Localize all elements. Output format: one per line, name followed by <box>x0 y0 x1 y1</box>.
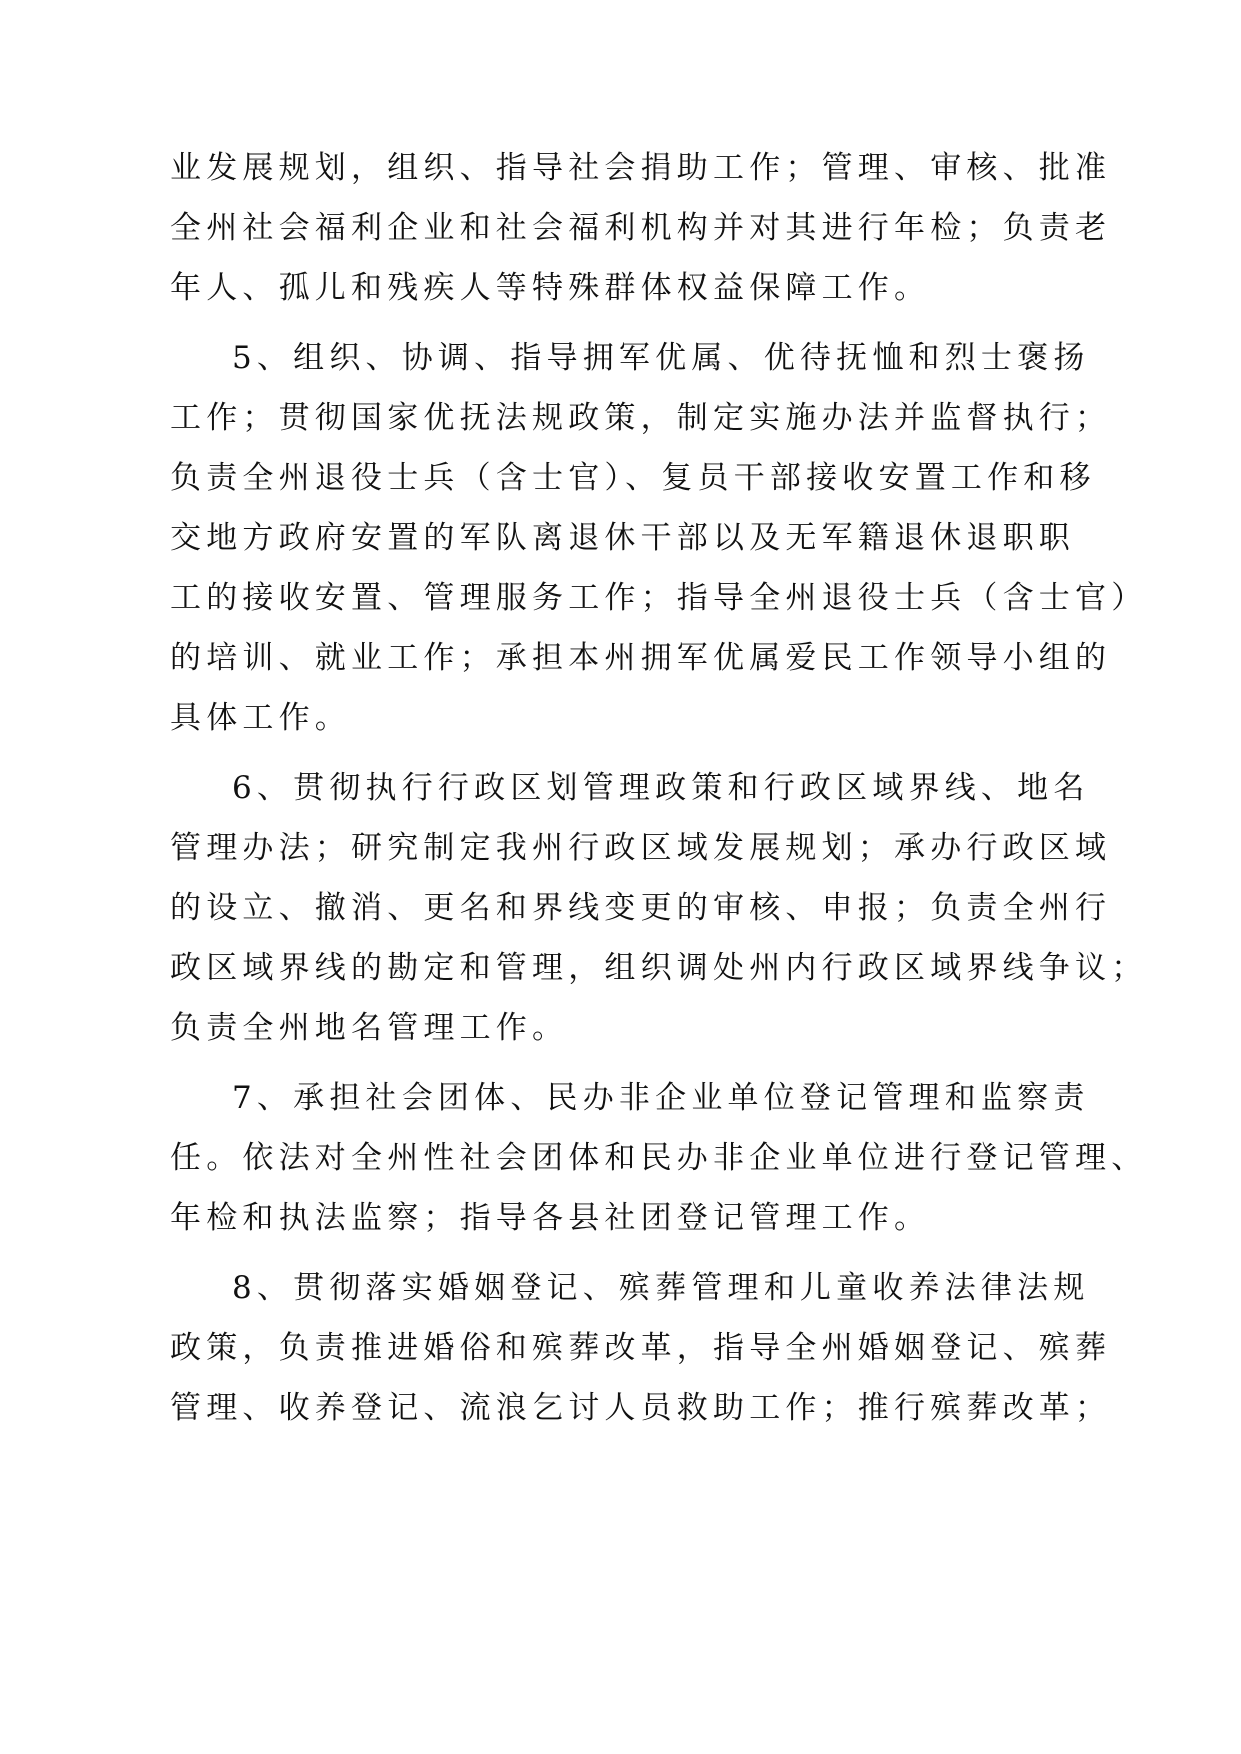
paragraph-8-line-3: 管理、收养登记、流浪乞讨人员救助工作；推行殡葬改革； <box>170 1390 1112 1426</box>
paragraph-4-line-3: 年人、孤儿和残疾人等特殊群体权益保障工作。 <box>170 270 931 306</box>
paragraph-5-line-3: 负责全州退役士兵（含士官）、复员干部接收安置工作和移 <box>170 460 1096 496</box>
paragraph-7-line-3: 年检和执法监察；指导各县社团登记管理工作。 <box>170 1200 931 1236</box>
paragraph-5-line-5: 工的接收安置、管理服务工作；指导全州退役士兵（含士官） <box>170 580 1148 616</box>
paragraph-6-line-1: 6、贯彻执行行政区划管理政策和行政区域界线、地名 <box>232 770 1090 806</box>
paragraph-7-line-1: 7、承担社会团体、民办非企业单位登记管理和监察责 <box>232 1080 1090 1116</box>
paragraph-6-line-2: 管理办法；研究制定我州行政区域发展规划；承办行政区域 <box>170 830 1112 866</box>
paragraph-6-line-4: 政区域界线的勘定和管理，组织调处州内行政区域界线争议； <box>170 950 1148 986</box>
paragraph-6-line-3: 的设立、撤消、更名和界线变更的审核、申报；负责全州行 <box>170 890 1112 926</box>
paragraph-4-line-2: 全州社会福利企业和社会福利机构并对其进行年检；负责老 <box>170 210 1112 246</box>
paragraph-5-line-1: 5、组织、协调、指导拥军优属、优待抚恤和烈士褒扬 <box>232 340 1090 376</box>
paragraph-7-line-2: 任。依法对全州性社会团体和民办非企业单位进行登记管理、 <box>170 1140 1148 1176</box>
paragraph-6-line-5: 负责全州地名管理工作。 <box>170 1010 569 1046</box>
paragraph-8-line-1: 8、贯彻落实婚姻登记、殡葬管理和儿童收养法律法规 <box>232 1270 1090 1306</box>
paragraph-5-line-7: 具体工作。 <box>170 700 351 736</box>
paragraph-8-line-2: 政策，负责推进婚俗和殡葬改革，指导全州婚姻登记、殡葬 <box>170 1330 1112 1366</box>
paragraph-5-line-2: 工作；贯彻国家优抚法规政策，制定实施办法并监督执行； <box>170 400 1112 436</box>
paragraph-5-line-6: 的培训、就业工作；承担本州拥军优属爱民工作领导小组的 <box>170 640 1112 676</box>
paragraph-4-line-1: 业发展规划，组织、指导社会捐助工作；管理、审核、批准 <box>170 150 1112 186</box>
paragraph-5-line-4: 交地方政府安置的军队离退休干部以及无军籍退休退职职 <box>170 520 1075 556</box>
